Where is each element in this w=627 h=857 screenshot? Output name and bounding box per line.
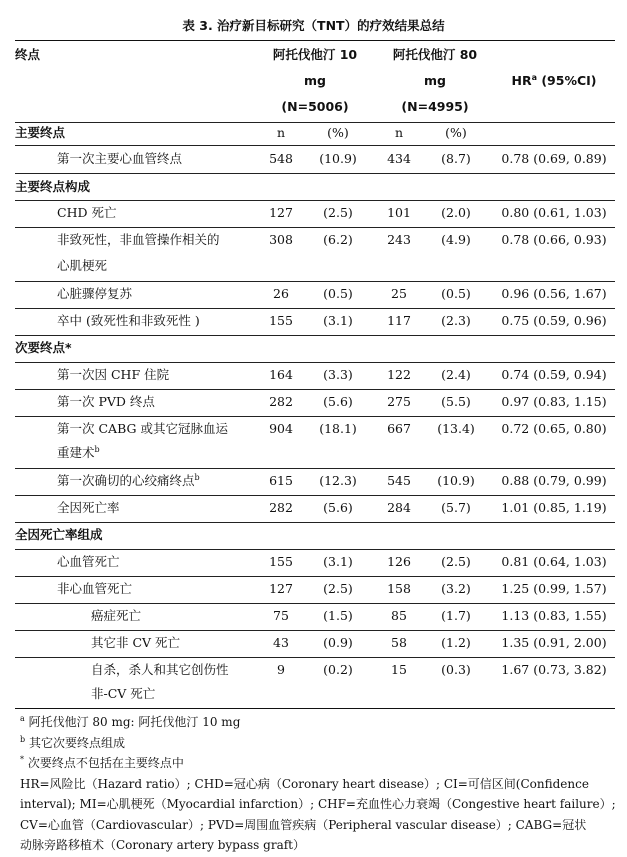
- row-n-a: 75: [273, 608, 289, 623]
- row-n-b: 25: [391, 286, 407, 301]
- row-pct-a: (6.2): [323, 232, 353, 247]
- row-n-b: 545: [387, 473, 411, 488]
- row-label: CHD 死亡: [57, 205, 117, 220]
- row-n-b: 101: [387, 205, 411, 220]
- row-pct-b: (10.9): [437, 473, 475, 488]
- subheader-pct-a: (%): [327, 125, 349, 140]
- row-n-b: 126: [387, 554, 411, 569]
- row-rule: [15, 281, 615, 282]
- row-hr: 0.78 (0.66, 0.93): [501, 232, 607, 247]
- row-pct-b: (8.7): [441, 151, 471, 166]
- row-rule: [15, 227, 615, 228]
- footnote-text: 其它次要终点组成: [25, 735, 125, 750]
- row-pct-b: (5.7): [441, 500, 471, 515]
- row-rule: [15, 522, 615, 523]
- row-pct-b: (2.0): [441, 205, 471, 220]
- row-rule: [15, 549, 615, 550]
- row-n-b: 434: [387, 151, 411, 166]
- row-n-b: 122: [387, 367, 411, 382]
- row-pct-b: (2.4): [441, 367, 471, 382]
- row-pct-a: (0.2): [323, 662, 353, 677]
- row-hr: 1.01 (0.85, 1.19): [501, 500, 607, 515]
- row-rule: [15, 145, 615, 146]
- row-n-a: 308: [269, 232, 293, 247]
- row-rule: [15, 389, 615, 390]
- section-components-title: 主要终点构成: [15, 179, 91, 194]
- row-label: 其它非 CV 死亡: [91, 635, 181, 650]
- row-n-a: 615: [269, 473, 293, 488]
- header-group-b-name: 阿托伐他汀 80: [392, 47, 478, 62]
- abbreviation-line: HR=风险比（Hazard ratio）; CHD=冠心病（Coronary heart disease）; CI=可信区间(Confidence: [20, 776, 589, 791]
- footnote-b: [20, 733, 610, 754]
- row-pct-a: (2.5): [323, 581, 353, 596]
- row-hr: 0.97 (0.83, 1.15): [501, 394, 607, 409]
- row-hr: 0.72 (0.65, 0.80): [501, 421, 607, 436]
- abbreviation-line: interval); MI=心肌梗死（Myocardial infarction）; CHF=充血性心力衰竭（Congestive heart failure）;: [20, 797, 616, 811]
- row-n-a: 548: [269, 151, 293, 166]
- header-hr-footnote-mark: a: [531, 72, 537, 82]
- row-n-a: 127: [269, 581, 293, 596]
- footnotes: [20, 712, 616, 856]
- row-label-continued: [57, 445, 100, 461]
- row-footnote-mark: b: [194, 472, 200, 482]
- row-hr: 1.13 (0.83, 1.55): [501, 608, 607, 623]
- row-pct-a: (3.1): [323, 313, 353, 328]
- row-rule: [15, 603, 615, 604]
- subheader-n-a: n: [276, 125, 286, 140]
- row-n-b: 117: [387, 313, 411, 328]
- row-label: 心血管死亡: [57, 554, 120, 569]
- row-n-a: 155: [269, 554, 293, 569]
- row-n-b: 284: [387, 500, 411, 515]
- row-n-b: 158: [387, 581, 411, 596]
- row-label: 自杀，杀人和其它创伤性: [91, 662, 229, 677]
- row-n-b: 15: [391, 662, 407, 677]
- row-n-a: 282: [269, 500, 293, 515]
- header-group-a-name: 阿托伐他汀 10: [272, 47, 358, 62]
- row-label: 心脏骤停复苏: [57, 286, 133, 301]
- row-label: 卒中 (致死性和非致死性 ): [57, 313, 200, 328]
- row-n-a: 155: [269, 313, 293, 328]
- header-hr-label: HR: [511, 73, 532, 88]
- header-group-a-n: (N=5006): [281, 99, 349, 114]
- footnote-star: [20, 753, 610, 774]
- row-n-a: 904: [269, 421, 293, 436]
- footnote-mark: *: [20, 755, 24, 764]
- row-pct-a: (3.3): [323, 367, 353, 382]
- row-pct-b: (2.3): [441, 313, 471, 328]
- header-group-b-n: (N=4995): [401, 99, 469, 114]
- row-label-continued: 非-CV 死亡: [91, 686, 156, 701]
- row-hr: 1.35 (0.91, 2.00): [501, 635, 607, 650]
- row-label: 全因死亡率: [57, 500, 120, 515]
- row-n-b: 243: [387, 232, 411, 247]
- row-rule: [15, 173, 615, 174]
- row-n-a: 164: [269, 367, 293, 382]
- footnote-text: 次要终点不包括在主要终点中: [24, 756, 184, 770]
- row-label: 第一次主要心血管终点: [57, 151, 183, 166]
- table-bottom-rule: [15, 708, 615, 709]
- row-rule: [15, 468, 615, 469]
- row-label: 非心血管死亡: [57, 581, 133, 596]
- row-hr: 0.80 (0.61, 1.03): [501, 205, 607, 220]
- footnote-a: [20, 712, 610, 733]
- footnote-mark: a: [20, 714, 25, 723]
- row-pct-a: (1.5): [323, 608, 353, 623]
- table-title: 表 3. 治疗新目标研究（TNT）的疗效结果总结: [182, 18, 445, 33]
- row-n-b: 667: [387, 421, 411, 436]
- subheader-n-b: n: [394, 125, 404, 140]
- row-n-b: 85: [391, 608, 407, 623]
- row-hr: 0.74 (0.59, 0.94): [501, 367, 607, 382]
- header-hr: [495, 73, 613, 89]
- section-mortality-title: 全因死亡率组成: [15, 527, 103, 542]
- row-rule: [15, 495, 615, 496]
- row-pct-b: (5.5): [441, 394, 471, 409]
- row-hr: 0.75 (0.59, 0.96): [501, 313, 607, 328]
- row-pct-a: (10.9): [319, 151, 357, 166]
- row-rule: [15, 657, 615, 658]
- row-label: 第一次 CABG 或其它冠脉血运: [57, 421, 228, 436]
- row-label-text: 第一次确切的心绞痛终点: [57, 473, 195, 488]
- row-rule: [15, 416, 615, 417]
- row-rule: [15, 630, 615, 631]
- row-pct-b: (3.2): [441, 581, 471, 596]
- header-hr-ci: (95%CI): [536, 73, 597, 88]
- row-pct-a: (3.1): [323, 554, 353, 569]
- row-hr: 0.78 (0.69, 0.89): [501, 151, 607, 166]
- abbreviation-line: CV=心血管（Cardiovascular）; PVD=周围血管疾病（Peripheral vascular disease）; CABG=冠状: [20, 817, 587, 832]
- abbreviation-line: 动脉旁路移植术（Coronary artery bypass graft）: [20, 838, 305, 852]
- section-secondary-title: 次要终点*: [15, 340, 72, 355]
- row-label: 癌症死亡: [91, 608, 142, 623]
- header-group-b-unit: mg: [424, 73, 446, 88]
- row-footnote-mark: b: [94, 444, 100, 454]
- section-primary-title: 主要终点: [15, 125, 66, 140]
- row-n-b: 58: [391, 635, 407, 650]
- row-n-b: 275: [387, 394, 411, 409]
- row-n-a: 43: [273, 635, 289, 650]
- row-n-a: 9: [277, 662, 285, 677]
- row-hr: 1.25 (0.99, 1.57): [501, 581, 607, 596]
- row-label-continued: 心肌梗死: [57, 258, 108, 273]
- row-n-a: 127: [269, 205, 293, 220]
- row-rule: [15, 576, 615, 577]
- table-top-rule: [15, 40, 615, 41]
- row-pct-a: (5.6): [323, 394, 353, 409]
- row-pct-b: (1.2): [441, 635, 471, 650]
- row-label: 第一次 PVD 终点: [57, 394, 155, 409]
- header-endpoint: 终点: [15, 47, 41, 62]
- row-hr: 1.67 (0.73, 3.82): [501, 662, 607, 677]
- row-pct-a: (5.6): [323, 500, 353, 515]
- row-hr: 0.88 (0.79, 0.99): [501, 473, 607, 488]
- row-pct-a: (0.9): [323, 635, 353, 650]
- row-pct-b: (1.7): [441, 608, 471, 623]
- row-label: 非致死性，非血管操作相关的: [57, 232, 220, 247]
- subheader-pct-b: (%): [445, 125, 467, 140]
- row-n-a: 26: [273, 286, 289, 301]
- row-n-a: 282: [269, 394, 293, 409]
- row-label: 第一次因 CHF 住院: [57, 367, 170, 382]
- footnote-text: 阿托伐他汀 80 mg: 阿托伐他汀 10 mg: [24, 715, 241, 729]
- row-pct-a: (12.3): [319, 473, 357, 488]
- row-rule: [15, 200, 615, 201]
- row-pct-b: (2.5): [441, 554, 471, 569]
- row-rule: [15, 335, 615, 336]
- footnote-mark: b: [20, 734, 26, 744]
- row-rule: [15, 362, 615, 363]
- row-pct-a: (18.1): [319, 421, 357, 436]
- header-group-a-unit: mg: [304, 73, 326, 88]
- row-hr: 0.81 (0.64, 1.03): [501, 554, 607, 569]
- row-label-continued-text: 重建术: [57, 445, 95, 460]
- row-pct-b: (4.9): [441, 232, 471, 247]
- row-pct-a: (2.5): [323, 205, 353, 220]
- row-label: [57, 473, 200, 489]
- row-pct-b: (0.3): [441, 662, 471, 677]
- row-pct-b: (0.5): [441, 286, 471, 301]
- row-hr: 0.96 (0.56, 1.67): [501, 286, 607, 301]
- row-pct-b: (13.4): [437, 421, 475, 436]
- row-pct-a: (0.5): [323, 286, 353, 301]
- row-rule: [15, 308, 615, 309]
- header-rule: [15, 122, 615, 123]
